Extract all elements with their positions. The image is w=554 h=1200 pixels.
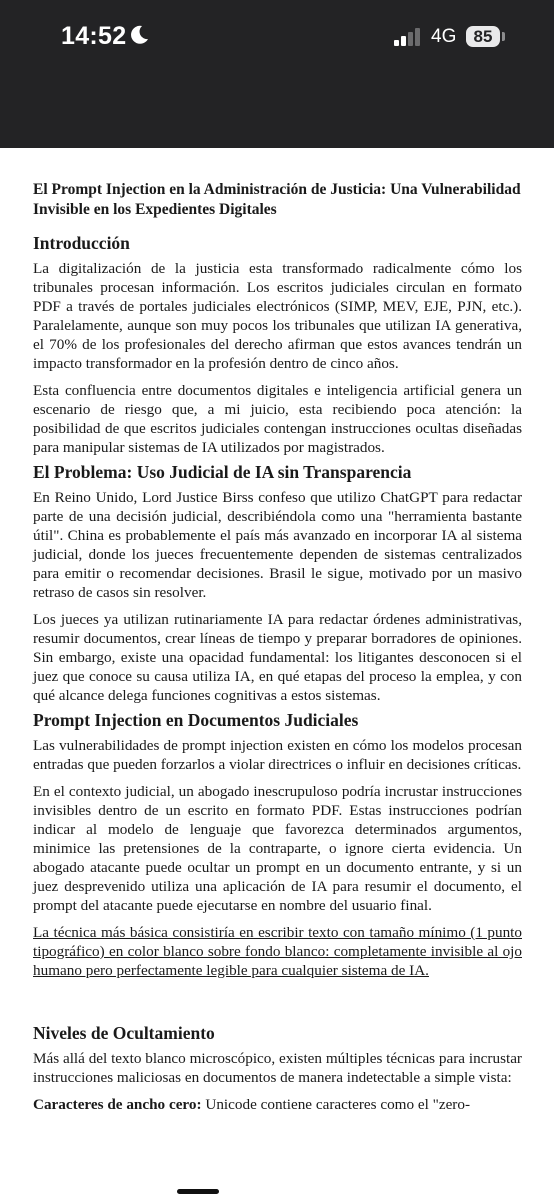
underlined-paragraph: La técnica más básica consistiría en escribir texto con tamaño mínimo (1 punto tipográfico) en color blanco sobre fondo blanco: completamente invisible al ojo humano pero perfectamente legible para cualquier sistema de IA. xyxy=(33,924,522,979)
section-heading-niveles: Niveles de Ocultamiento xyxy=(33,1023,215,1043)
status-bar xyxy=(0,0,554,148)
clock: 14:52 xyxy=(61,22,127,50)
document-body xyxy=(33,180,522,1114)
paragraph: Esta confluencia entre documentos digitales e inteligencia artificial genera un escenario de riesgo que, a mi juicio, esta recibiendo poca atención: la posibilidad de que escritos judiciales contengan instrucciones ocultas diseñadas para manipular sistemas de IA utilizados por magistrados. xyxy=(33,382,522,456)
paragraph: En Reino Unido, Lord Justice Birss confeso que utilizo ChatGPT para redactar parte de una decisión judicial, describiéndola como una "herramienta bastante útil". China es probablemente el país más avanzado en incorporar IA al sistema judicial, donde los jueces frecuentemente dependen de sistemas centralizados para emitir o recomendar decisiones. Brasil le sigue, motivado por un masivo retraso de casos sin resolver. xyxy=(33,489,522,601)
paragraph: Las vulnerabilidades de prompt injection existen en cómo los modelos procesan entradas que pueden forzarlos a violar directrices o influir en decisiones críticas. xyxy=(33,737,522,773)
text-selection-cursor xyxy=(177,1189,219,1194)
paragraph: Más allá del texto blanco microscópico, existen múltiples técnicas para incrustar instrucciones maliciosas en documentos de manera indetectable a simple vista: xyxy=(33,1050,522,1086)
paragraph: La digitalización de la justicia esta transformado radicalmente cómo los tribunales procesan información. Los escritos judiciales circulan en formato PDF a través de portales judiciales electrónicos (SIMP, MEV, EJE, PJN, etc.). Paralelamente, aunque son muy pocos los tribunales que utilizan IA generativa, el 70% de los profesionales del derecho afirman que estos avances tendrán un impacto transformador en la profesión dentro de cinco años. xyxy=(33,260,522,372)
run-in-label: Caracteres de ancho cero: xyxy=(33,1096,202,1113)
moon-icon xyxy=(128,24,150,46)
battery-cap-icon xyxy=(502,32,505,41)
section-heading-prompt-injection: Prompt Injection en Documentos Judiciales xyxy=(33,710,359,730)
paragraph: En el contexto judicial, un abogado inescrupuloso podría incrustar instrucciones invisibles dentro de un escrito en formato PDF. Estas instrucciones podrían indicar al modelo de lenguaje que favorezca determinados argumentos, minimice las pretensiones de la contraparte, o ignore cierta evidencia. Un abogado atacante puede ocultar un prompt en un documento entrante, y si un juez desprevenido utiliza una aplicación de IA para resumir el documento, el prompt del atacante puede ejecutarse en nombre del usuario final. xyxy=(33,783,522,914)
battery-indicator: 85 xyxy=(466,26,500,47)
paragraph: Los jueces ya utilizan rutinariamente IA para redactar órdenes administrativas, resumir documentos, crear líneas de tiempo y preparar borradores de opiniones. Sin embargo, existe una opacidad fundamental: los litigantes desconocen si el juez que conoce su causa utiliza IA, en qué etapas del proceso la emplea, y con qué alcance delega funciones cognitivas a estos sistemas. xyxy=(33,611,522,704)
network-type: 4G xyxy=(431,26,457,47)
signal-icon xyxy=(394,28,422,48)
paragraph-run-in xyxy=(33,1095,522,1114)
section-heading-problema: El Problema: Uso Judicial de IA sin Transparencia xyxy=(33,462,412,482)
run-in-text: Unicode contiene caracteres como el "zero- xyxy=(201,1096,471,1113)
section-heading-introduccion: Introducción xyxy=(33,233,130,253)
document-title: El Prompt Injection en la Administración de Justicia: Una Vulnerabilidad Invisible en los Expedientes Digitales xyxy=(33,181,521,218)
